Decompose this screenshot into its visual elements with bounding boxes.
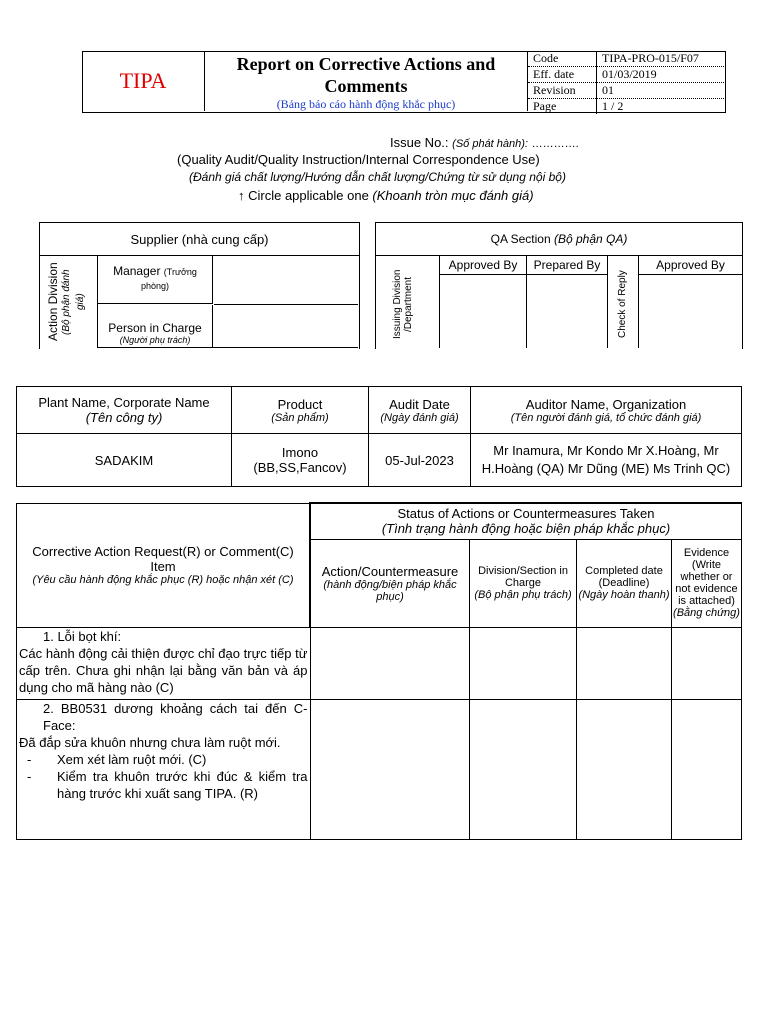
circle-line-en: ↑ Circle applicable one xyxy=(238,188,369,203)
col-completed-header xyxy=(577,539,672,627)
item-2-completed[interactable] xyxy=(577,699,672,839)
issuing-division-cell xyxy=(376,256,440,348)
supplier-bottom-rule xyxy=(98,347,358,350)
request-header xyxy=(17,503,311,627)
document-title: Report on Corrective Actions and Comments xyxy=(236,54,496,96)
status-header-vn: (Tình trạng hành động hoặc biện pháp khắc phục) xyxy=(381,521,671,537)
col-completed-vn: (Ngày hoàn thanh) xyxy=(578,589,670,601)
action-division-vn: (Bộ phận đánh giá) xyxy=(61,269,86,335)
use-line-vn: (Đánh giá chất lượng/Hướng dẫn chất lượng/Chứng từ sử dụng nội bộ) xyxy=(189,170,566,184)
info-header-plant-en: Plant Name, Corporate Name xyxy=(38,395,210,410)
approved-by-2-signature[interactable] xyxy=(639,275,742,348)
issue-label-vn: (Số phát hành): xyxy=(452,138,528,150)
meta-date-value: 01/03/2019 xyxy=(597,67,725,83)
info-header-auditor-vn: (Tên người đánh giá, tổ chức đánh giá) xyxy=(510,411,702,424)
col-evidence-vn: (Bằng chứng) xyxy=(673,607,740,619)
meta-page-value: 1 / 2 xyxy=(602,99,624,113)
header-title-block xyxy=(205,51,528,111)
meta-page-key: Page xyxy=(528,99,597,115)
info-header-date-en: Audit Date xyxy=(389,396,450,412)
company-logo: TIPA xyxy=(82,51,205,111)
action-division-en: Action Division xyxy=(46,262,60,342)
item-2-bullet-1: - Xem xét làm ruột mới. (C) xyxy=(27,751,207,767)
info-auditor-value: Mr Inamura, Mr Kondo Mr X.Hoàng, Mr H.Hoàng (QA) Mr Dũng (ME) Ms Trinh QC) xyxy=(471,434,742,487)
item-2-bullet-2-text: Kiểm tra khuôn trước khi đúc & kiểm tra hàng trước khi xuất sang TIPA. (R) xyxy=(57,768,308,801)
qa-title-vn: (Bộ phận QA) xyxy=(554,232,628,246)
meta-code-key: Code xyxy=(528,51,597,67)
info-plant-value: SADAKIM xyxy=(17,434,232,487)
col-completed-en: Completed date (Deadline) xyxy=(585,565,663,589)
qa-title xyxy=(376,223,742,256)
request-item-1 xyxy=(17,627,311,699)
manager-cell xyxy=(98,256,213,304)
info-header-product-en: Product xyxy=(277,396,323,412)
item-2-body: Đã đắp sửa khuôn nhưng chưa làm ruột mới. xyxy=(19,734,281,750)
issuing-division-label: Issuing Division /Department xyxy=(392,269,414,339)
col-action-header xyxy=(310,539,470,627)
item-2-bullet-1-text: Xem xét làm ruột mới. (C) xyxy=(57,751,207,767)
circle-line xyxy=(238,188,534,203)
status-header-en: Status of Actions or Countermeasures Taken xyxy=(397,506,655,522)
approved-by-2-header: Approved By xyxy=(639,256,742,275)
circle-line-vn: (Khoanh tròn mục đánh giá) xyxy=(372,188,534,203)
item-2-division[interactable] xyxy=(470,699,577,839)
check-reply-cell xyxy=(608,256,639,348)
document-meta-table xyxy=(528,51,724,114)
meta-revision-value: 01 xyxy=(597,83,725,99)
prepared-by-header: Prepared By xyxy=(527,256,608,275)
item-1-evidence[interactable] xyxy=(672,627,742,699)
info-header-product-vn: (Sản phẩm) xyxy=(271,411,329,424)
info-header-plant-vn: (Tên công ty) xyxy=(85,410,163,425)
use-line: (Quality Audit/Quality Instruction/Internal Correspondence Use) xyxy=(177,152,540,167)
document-subtitle: (Bảng báo cáo hành động khắc phục) xyxy=(276,97,456,111)
meta-date-key: Eff. date xyxy=(528,67,597,83)
manager-label-vn: (Trưởng phòng) xyxy=(140,267,197,291)
info-product-value: Imono (BB,SS,Fancov) xyxy=(232,434,369,487)
issue-label: Issue No.: xyxy=(390,135,449,150)
check-reply-label: Check of Reply xyxy=(617,270,628,338)
info-header-plant xyxy=(17,387,232,434)
info-header-auditor-en: Auditor Name, Organization xyxy=(525,396,687,412)
col-evidence-en: Evidence (Write whether or not evidence is attached) xyxy=(675,547,738,607)
request-header-vn: (Yêu cầu hành động khắc phục (R) hoặc nhận xét (C) xyxy=(32,574,294,586)
col-action-en: Action/Countermeasure xyxy=(321,563,459,579)
issue-value: …………. xyxy=(531,138,579,150)
prepared-by-signature[interactable] xyxy=(527,275,608,348)
person-in-charge-cell xyxy=(98,305,213,348)
col-evidence-header xyxy=(672,539,742,627)
audit-info-table xyxy=(16,386,742,487)
item-1-completed[interactable] xyxy=(577,627,672,699)
action-division-label xyxy=(46,260,88,344)
issue-number-line xyxy=(390,135,579,150)
meta-revision-key: Revision xyxy=(528,83,597,99)
col-division-vn: (Bộ phận phụ trách) xyxy=(474,589,572,601)
info-header-date xyxy=(369,387,471,434)
item-2-action[interactable] xyxy=(310,699,470,839)
col-division-header xyxy=(470,539,577,627)
manager-label: Manager xyxy=(113,264,161,278)
item-2-title: 2. BB0531 dương khoảng cách tai đến C-Face: xyxy=(43,700,308,733)
info-header-date-vn: (Ngày đánh giá) xyxy=(380,411,459,424)
corrective-action-table xyxy=(16,502,742,840)
request-item-2 xyxy=(17,699,311,839)
item-1-title: 1. Lỗi bọt khí: xyxy=(43,628,122,644)
info-date-value: 05-Jul-2023 xyxy=(369,434,471,487)
info-header-product xyxy=(232,387,369,434)
person-label-vn: (Người phụ trách) xyxy=(119,335,191,345)
supplier-title: Supplier (nhà cung cấp) xyxy=(40,223,359,256)
item-1-division[interactable] xyxy=(470,627,577,699)
action-division-cell xyxy=(40,256,98,348)
item-1-body: Các hành động cải thiện được chỉ đạo trực tiếp từ cấp trên. Chưa ghi nhận lại bằng văn bản và áp dụng cho mã hàng nào (C) xyxy=(19,645,308,695)
item-2-bullet-2: - Kiểm tra khuôn trước khi đúc & kiểm tra hàng trước khi xuất sang TIPA. (R) xyxy=(27,768,308,801)
item-1-action[interactable] xyxy=(310,627,470,699)
approved-by-1-header: Approved By xyxy=(440,256,527,275)
approved-by-1-signature[interactable] xyxy=(440,275,527,348)
person-label: Person in Charge xyxy=(108,321,202,335)
meta-code-value: TIPA-PRO-015/F07 xyxy=(597,51,725,67)
info-header-auditor xyxy=(471,387,742,434)
manager-signature-cell[interactable] xyxy=(214,256,358,305)
item-2-evidence[interactable] xyxy=(672,699,742,839)
qa-title-en: QA Section xyxy=(490,232,551,246)
col-division-en: Division/Section in Charge xyxy=(478,565,568,589)
status-header xyxy=(310,503,742,539)
col-action-vn: (hành động/biện pháp khắc phục) xyxy=(323,578,457,603)
request-header-en: Corrective Action Request(R) or Comment(C) Item xyxy=(32,544,294,574)
